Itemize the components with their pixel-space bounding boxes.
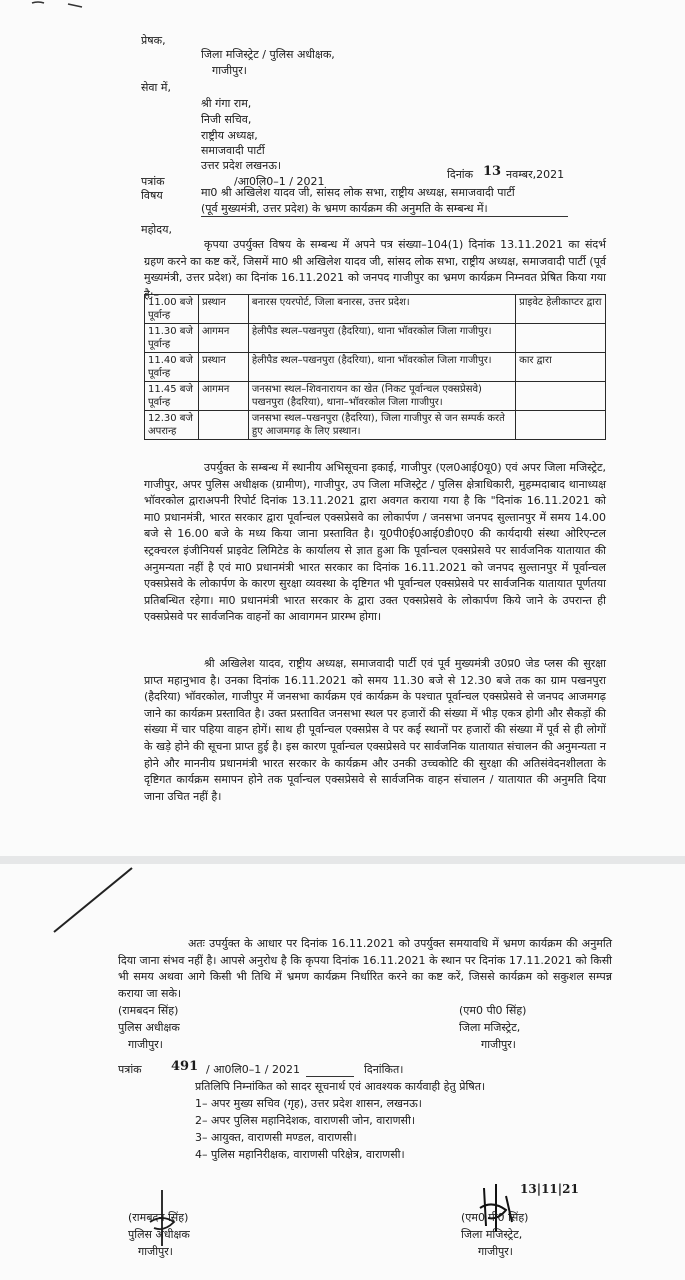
to-label: सेवा में,: [141, 81, 171, 94]
copy-item-4: 4– पुलिस महानिरीक्षक, वाराणसी परिक्षेत्र, वाराणसी।: [195, 1148, 405, 1161]
ref-label: पत्रांक: [141, 175, 165, 188]
copy-item-2: 2– अपर पुलिस महानिदेशक, वाराणसी जोन, वाराणसी।: [195, 1114, 415, 1127]
date-month-year: नवम्बर,2021: [506, 168, 565, 181]
type-cell: आगमन: [198, 324, 248, 353]
to-line-4: समाजवादी पार्टी: [201, 144, 265, 157]
mode-cell: [516, 382, 606, 411]
to-line-5: उत्तर प्रदेश लखनऊ।: [201, 159, 282, 172]
paragraph-2: उपर्युक्त के सम्बन्ध में स्थानीय अभिसूचना इकाई, गाजीपुर (एल0आई0यू0) एवं अपर जिला मजिस्ट्रेट, गाजीपुर, अपर पुलिस अधीक्षक (ग्रामीण), गाजीपुर, उप जिला मजिस्ट्रेट / पुलिस क्षेत्राधिकारी, मुहम्मदाबाद थानाध्यक्ष भॉवरकोल द्वाराअपनी रिपोर्ट दिनांक 13.11.2021 द्वारा अवगत कराया गया है कि "दिनांक 16.11.2021 को मा0 प्रधानमंत्री, भारत सरकार द्वारा पूर्वान्चल एक्सप्रेसवे का लोकार्पण / जनसभा जनपद सुल्तानपुर में समय 14.00 बजे से 16.00 बजे के मध्य किया जाना प्रस्तावित है। यू0पी0ई0आई0डी0ए0 की कार्यदायी संस्था ओरिएन्टल स्ट्रक्चरल इंजीनियर्स प्राइवेट लिमिटेड के कार्यालय से ज्ञात हुआ कि पूर्वान्चल एक्सप्रेसवे पर सार्वजनिक यातायात की अनुमन्यता नहीं है एवं मा0 प्रधानमंत्री भारत सरकार का दिनांक 16.11.2021 को जनपद सुल्तानपुर में पूर्वान्चल एक्सप्रेसवे के लोकार्पण के कारण सुरक्षा व्यवस्था के दृष्टिगत भी पूर्वान्चल एक्सप्रेसवे पर सार्वजनिक यातायात पूर्णतया प्रतिबन्धित रहेगा। मा0 प्रधानमंत्री भारत सरकार के द्वारा उक्त एक्सप्रेसवे के लोकार्पण किये जाने के उपरान्त ही एक्सप्रेसवे पर सार्वजनिक वाहनों का आवागमन प्रारम्भ होगा।: [144, 461, 606, 624]
paragraph-1: कृपया उपर्युक्त विषय के सम्बन्ध में अपने पत्र संख्या–104(1) दिनांक 13.11.2021 का संदर्भ ग्रहण करने का कष्ट करें, जिसमें मा0 श्री अखिलेश यादव जी, सांसद लोक सभा, राष्ट्रीय अध्यक्ष, समाजवादी पार्टी (पूर्व मुख्यमंत्री, उत्तर प्रदेश) का दिनांक 16.11.2021 को जनपद गाजीपुर का भ्रमण कार्यक्रम निम्नवत प्रेषित किया गया है:–: [144, 238, 606, 301]
pen-stroke-icon: [20, 864, 140, 944]
sig2-left-name: (रामबदन सिंह): [128, 1211, 189, 1224]
page-separator: [0, 856, 685, 864]
pen-mark-icon: [28, 0, 88, 14]
subject-line-2: (पूर्व मुख्यमंत्री, उत्तर प्रदेश) के भ्रमण कार्यक्रम की अनुमति के सम्बन्ध में।: [201, 202, 488, 215]
place-cell: जनसभा स्थल–शिवनारायन का खेत (निकट पूर्वान्चल एक्सप्रेसवे) पखनपुरा (हैदरिया), थाना–भॉवरकोल जिला गाजीपुर।: [248, 382, 515, 411]
time-cell: 11.40 बजे पूर्वान्ह: [145, 353, 199, 382]
ref2-number: / आ0लि0–1 / 2021: [206, 1063, 300, 1076]
table-row: [145, 411, 606, 440]
place-cell: हेलीपैड स्थल–पखनपुरा (हैदरिया), थाना भॉवरकोल जिला गाजीपुर।: [248, 353, 515, 382]
subject-label: विषय: [141, 189, 163, 202]
paragraph-4: अतः उपर्युक्त के आधार पर दिनांक 16.11.2021 को उपर्युक्त समयावधि में भ्रमण कार्यक्रम की अनुमति दिया जाना संभव नहीं है। आपसे अनुरोध है कि कृपया दिनांक 16.11.2021 के स्थान पर दिनांक 17.11.2021 को किसी भी समय अथवा आगे किसी भी तिथि में भ्रमण कार्यक्रम निर्धारित करने का कष्ट करें, जिससे कार्यक्रम को सकुशल सम्पन्न कराया जा सके।: [118, 937, 612, 1000]
sender-label: प्रेषक,: [141, 34, 166, 47]
salutation: महोदय,: [141, 223, 172, 236]
to-line-1: श्री गंगा राम,: [201, 97, 252, 110]
mode-cell: प्राइवेट हेलीकाप्टर द्वारा: [516, 295, 606, 324]
sender-line-2: गाजीपुर।: [212, 64, 247, 77]
sig2-right-name: (एम0 पी0 सिंह): [461, 1211, 529, 1224]
time-cell: 11.30 बजे पूर्वान्ह: [145, 324, 199, 353]
ref2-date: दिनांकित।: [364, 1063, 404, 1076]
mode-cell: कार द्वारा: [516, 353, 606, 382]
sig-left-name: (रामबदन सिंह): [118, 1004, 179, 1017]
sig2-right-title: जिला मजिस्ट्रेट,: [461, 1228, 523, 1241]
sig-left-title: पुलिस अधीक्षक: [118, 1021, 180, 1034]
sig2-right-place: गाजीपुर।: [478, 1245, 513, 1258]
sig-right-place: गाजीपुर।: [481, 1038, 516, 1051]
sender-line-1: जिला मजिस्ट्रेट / पुलिस अधीक्षक,: [201, 48, 335, 61]
itinerary-table: [144, 294, 606, 440]
place-cell: जनसभा स्थल–पखनपुरा (हैदरिया), जिला गाजीपुर से जन सम्पर्क करते हुए आजमगढ़ के लिए प्रस्थान।: [248, 411, 515, 440]
date-label: दिनांक: [447, 168, 474, 181]
copy-item-1: 1– अपर मुख्य सचिव (गृह), उत्तर प्रदेश शासन, लखनऊ।: [195, 1097, 422, 1110]
type-cell: प्रस्थान: [198, 295, 248, 324]
date-day-handwritten: 13: [483, 164, 502, 179]
ref-number: /आ0लि0–1 / 2021: [234, 175, 325, 188]
to-line-2: निजी सचिव,: [201, 113, 252, 126]
sig-right-title: जिला मजिस्ट्रेट,: [459, 1021, 521, 1034]
place-cell: बनारस एयरपोर्ट, जिला बनारस, उत्तर प्रदेश।: [248, 295, 515, 324]
time-cell: 11.45 बजे पूर्वान्ह: [145, 382, 199, 411]
place-cell: हेलीपैड स्थल–पखनपुरा (हैदरिया), थाना भॉवरकोल जिला गाजीपुर।: [248, 324, 515, 353]
mode-cell: [516, 324, 606, 353]
subject-line-1: मा0 श्री अखिलेश यादव जी, सांसद लोक सभा, राष्ट्रीय अध्यक्ष, समाजवादी पार्टी: [201, 186, 515, 199]
sig2-left-title: पुलिस अधीक्षक: [128, 1228, 190, 1241]
mode-cell: [516, 411, 606, 440]
table-row: [145, 353, 606, 382]
handwritten-date: 13|11|21: [520, 1182, 579, 1196]
ref2-label: पत्रांक: [118, 1063, 142, 1076]
table-row: [145, 324, 606, 353]
table-row: [145, 382, 606, 411]
sig2-left-place: गाजीपुर।: [138, 1245, 173, 1258]
time-cell: 11.00 बजे पूर्वान्ह: [145, 295, 199, 324]
ref2-blank-line: [306, 1076, 354, 1077]
type-cell: [198, 411, 248, 440]
to-line-3: राष्ट्रीय अध्यक्ष,: [201, 129, 258, 142]
subject-underline: [201, 216, 568, 217]
time-cell: 12.30 बजे अपरान्ह: [145, 411, 199, 440]
paragraph-3: श्री अखिलेश यादव, राष्ट्रीय अध्यक्ष, समाजवादी पार्टी एवं पूर्व मुख्यमंत्री उ0प्र0 जेड प्लस की सुरक्षा प्राप्त महानुभाव है। उनका दिनांक 16.11.2021 को समय 11.30 बजे से 12.30 बजे तक का ग्राम पखनपुरा (हैदरिया) भॉवरकोल, गाजीपुर में जनसभा कार्यक्रम एवं कार्यक्रम के पश्चात पूर्वान्चल एक्सप्रेसवे से जनपद आजमगढ़ जाने का कार्यक्रम प्रस्तावित है। उक्त प्रस्तावित जनसभा स्थल पर हजारों की संख्या में भीड़ एकत्र होगी और सैकड़ों की संख्या में चार पहिया वाहन होगें। साथ ही पूर्वान्चल एक्सप्रेस वे पर कई स्थानों पर हजारों की संख्या में पूर्व से ही लोगों के खड़े होने की सूचना प्राप्त हुई है। इस कारण पूर्वान्चल एक्सप्रेसवे पर सार्वजनिक यातायात संचालन की अनुमन्यता न होने और माननीय प्रधानमंत्री भारत सरकार के कार्यक्रम और उनकी उच्चकोटि की सुरक्षा की अतिसंवेदनशीलता के दृष्टिगत कार्यक्रम समापन होने तक पूर्वान्चल एक्सप्रेसवे से सार्वजनिक वाहन संचालन / यातायात की अनुमति दिया जाना उचित नहीं है।: [144, 657, 606, 803]
type-cell: आगमन: [198, 382, 248, 411]
sig-right-name: (एम0 पी0 सिंह): [459, 1004, 527, 1017]
table-row: [145, 295, 606, 324]
sig-left-place: गाजीपुर।: [128, 1038, 163, 1051]
copy-intro: प्रतिलिपि निम्नांकित को सादर सूचनार्थ एवं आवश्यक कार्यवाही हेतु प्रेषित।: [195, 1080, 486, 1093]
copy-item-3: 3– आयुक्त, वाराणसी मण्डल, वाराणसी।: [195, 1131, 357, 1144]
type-cell: प्रस्थान: [198, 353, 248, 382]
letter-page-2: [0, 864, 685, 1280]
ref2-number-handwritten: 491: [171, 1059, 199, 1074]
